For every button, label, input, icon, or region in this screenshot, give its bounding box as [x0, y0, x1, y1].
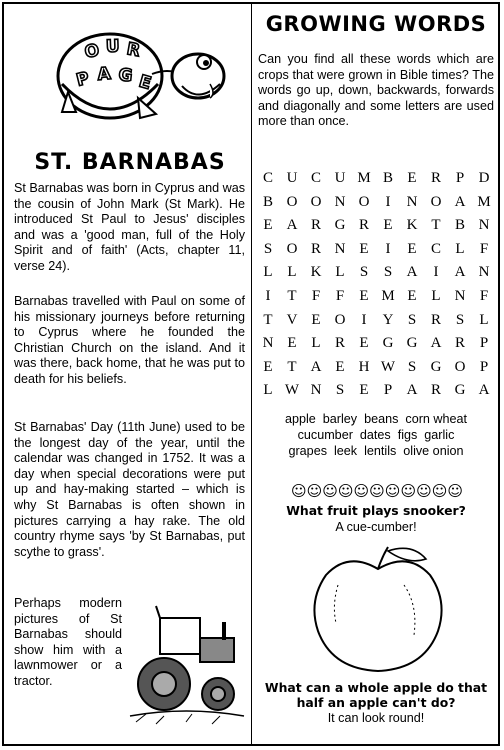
- grid-letter[interactable]: S: [455, 311, 465, 328]
- grid-letter[interactable]: L: [335, 264, 345, 281]
- grid-letter[interactable]: R: [430, 170, 441, 186]
- grid-row: [258, 335, 494, 359]
- grid-letter[interactable]: N: [262, 335, 274, 352]
- grid-letter[interactable]: N: [334, 240, 346, 257]
- grid-letter[interactable]: W: [380, 358, 396, 375]
- grid-row: [258, 170, 494, 194]
- word-list-line: cucumber dates figs garlic: [297, 428, 455, 442]
- grid-letter[interactable]: L: [263, 264, 273, 281]
- grid-letter[interactable]: S: [359, 264, 369, 281]
- grid-letter[interactable]: C: [310, 170, 321, 186]
- grid-letter[interactable]: H: [358, 358, 370, 375]
- joke-answer: A cue-cumber!: [335, 520, 417, 534]
- grid-letter[interactable]: M: [381, 287, 395, 304]
- grid-letter[interactable]: O: [454, 358, 466, 375]
- grid-letter[interactable]: N: [454, 287, 466, 304]
- grid-letter[interactable]: P: [479, 335, 489, 352]
- grid-letter[interactable]: O: [310, 193, 322, 210]
- grid-letter[interactable]: E: [407, 170, 417, 186]
- grid-letter[interactable]: L: [287, 264, 297, 281]
- grid-letter[interactable]: O: [286, 193, 298, 210]
- grid-letter[interactable]: B: [382, 170, 393, 186]
- apple-icon: [308, 545, 448, 677]
- page-title: ST. BARNABAS: [34, 150, 226, 175]
- grid-letter[interactable]: A: [478, 382, 490, 399]
- grid-letter[interactable]: S: [335, 382, 345, 399]
- grid-letter[interactable]: A: [406, 264, 418, 281]
- grid-letter[interactable]: C: [430, 240, 441, 257]
- grid-letter[interactable]: S: [383, 264, 393, 281]
- grid-letter[interactable]: E: [407, 240, 417, 257]
- grid-letter[interactable]: N: [406, 193, 418, 210]
- grid-letter[interactable]: S: [407, 311, 417, 328]
- grid-letter[interactable]: A: [406, 382, 418, 399]
- grid-letter[interactable]: Y: [382, 311, 394, 328]
- grid-letter[interactable]: M: [357, 170, 371, 186]
- svg-text:U: U: [105, 36, 120, 57]
- grid-letter[interactable]: N: [310, 382, 322, 399]
- grid-letter[interactable]: O: [430, 193, 442, 210]
- svg-text:O: O: [82, 40, 102, 63]
- svg-text:R: R: [125, 39, 142, 62]
- grid-letter[interactable]: L: [263, 382, 273, 399]
- svg-text:E: E: [136, 71, 154, 95]
- journeys-paragraph: Barnabas travelled with Paul on some of his missionary journeys before returning to Cyprus where he founded the Christian Church on the island. And it was there, back home, that he was put to death for his beliefs.: [14, 294, 245, 386]
- word-search-title: GROWING WORDS: [265, 12, 487, 36]
- grid-letter[interactable]: G: [382, 335, 394, 352]
- grid-letter[interactable]: E: [407, 287, 417, 304]
- grid-letter[interactable]: K: [406, 217, 418, 234]
- grid-letter[interactable]: I: [385, 193, 391, 210]
- grid-letter[interactable]: E: [335, 358, 345, 375]
- svg-text:P: P: [74, 68, 92, 91]
- grid-letter[interactable]: C: [262, 170, 273, 186]
- grid-letter[interactable]: K: [310, 264, 322, 281]
- grid-letter[interactable]: F: [311, 287, 321, 304]
- grid-letter[interactable]: A: [310, 358, 322, 375]
- word-search-instructions: Can you find all these words which are crops that were grown in Bible times? The words go up, down, backwards, forwards and diagonally and some letters are used more than once.: [258, 52, 494, 129]
- grid-letter[interactable]: T: [287, 287, 297, 304]
- grid-letter[interactable]: G: [334, 217, 346, 234]
- grid-letter[interactable]: R: [430, 382, 441, 399]
- grid-letter[interactable]: R: [430, 311, 441, 328]
- grid-letter[interactable]: E: [263, 217, 273, 234]
- word-search-grid[interactable]: [258, 170, 494, 406]
- grid-row: [258, 359, 494, 383]
- grid-letter[interactable]: A: [430, 335, 442, 352]
- grid-letter[interactable]: S: [263, 240, 273, 257]
- grid-letter[interactable]: N: [478, 217, 490, 234]
- grid-letter[interactable]: N: [334, 193, 346, 210]
- grid-letter[interactable]: V: [286, 311, 298, 328]
- grid-letter[interactable]: T: [431, 217, 441, 234]
- grid-letter[interactable]: R: [358, 217, 369, 234]
- grid-letter[interactable]: E: [383, 217, 393, 234]
- grid-letter[interactable]: B: [454, 217, 465, 234]
- grid-row: [258, 217, 494, 241]
- grid-letter[interactable]: E: [359, 240, 369, 257]
- joke-question: What can a whole apple do that half an apple can't do?: [264, 680, 488, 710]
- grid-letter[interactable]: G: [406, 335, 418, 352]
- grid-letter[interactable]: F: [479, 287, 489, 304]
- grid-letter[interactable]: O: [286, 240, 298, 257]
- grid-letter[interactable]: G: [430, 358, 442, 375]
- grid-letter[interactable]: E: [359, 382, 369, 399]
- svg-text:G: G: [117, 65, 134, 87]
- grid-letter[interactable]: L: [311, 335, 321, 352]
- grid-letter[interactable]: E: [311, 311, 321, 328]
- grid-letter[interactable]: T: [263, 311, 273, 328]
- grid-letter[interactable]: O: [358, 193, 370, 210]
- grid-letter[interactable]: I: [385, 240, 391, 257]
- grid-letter[interactable]: R: [310, 217, 321, 234]
- grid-letter[interactable]: F: [479, 240, 489, 257]
- grid-letter[interactable]: M: [477, 193, 491, 210]
- grid-letter[interactable]: R: [310, 240, 321, 257]
- word-list: [258, 411, 494, 459]
- grid-letter[interactable]: P: [383, 382, 393, 399]
- feast-day-paragraph: St Barnabas' Day (11th June) used to be the longest day of the year, until the calendar was changed in 1752. It was a day when special decorations were put up and hay-making started – which is why St Barnabas is often shown in pictures carrying a hay rake. The old country rhyme says 'by St Barnabas, put scythe to grass'.: [14, 420, 245, 559]
- grid-row: [258, 264, 494, 288]
- joke-answer: It can look round!: [327, 711, 425, 725]
- grid-letter[interactable]: G: [454, 382, 466, 399]
- grid-letter[interactable]: E: [263, 358, 273, 375]
- grid-letter[interactable]: U: [334, 170, 346, 186]
- grid-letter[interactable]: D: [478, 170, 490, 186]
- grid-letter[interactable]: I: [433, 264, 439, 281]
- grid-letter[interactable]: S: [407, 358, 417, 375]
- grid-letter[interactable]: A: [454, 193, 466, 210]
- grid-letter[interactable]: U: [286, 170, 298, 186]
- grid-letter[interactable]: O: [334, 311, 346, 328]
- grid-letter[interactable]: I: [361, 311, 367, 328]
- grid-row: [258, 312, 494, 336]
- intro-paragraph: St Barnabas was born in Cyprus and was the cousin of John Mark (St Mark). He introduced St Paul to Jesus' disciples and was a 'good man, full of the Holy Spirit and of faith' (Acts, chapter 11, verse 24).: [14, 181, 246, 273]
- tortoise-logo-icon: [40, 14, 240, 126]
- grid-letter[interactable]: N: [478, 264, 490, 281]
- grid-letter[interactable]: P: [479, 358, 489, 375]
- grid-letter[interactable]: F: [335, 287, 345, 304]
- tractor-icon: [126, 598, 246, 733]
- grid-letter[interactable]: W: [284, 382, 300, 399]
- grid-letter[interactable]: P: [455, 170, 465, 186]
- svg-text:A: A: [96, 63, 112, 85]
- grid-letter[interactable]: I: [265, 287, 271, 304]
- grid-row: [258, 288, 494, 312]
- modern-pictures-paragraph: Perhaps modern pictures of St Barnabas should show him with a lawnmower or a tractor.: [14, 596, 122, 688]
- column-divider: [251, 4, 252, 744]
- grid-letter[interactable]: E: [359, 335, 369, 352]
- word-list-line: apple barley beans corn wheat: [284, 412, 468, 426]
- word-list-line: grapes leek lentils olive onion: [288, 444, 464, 458]
- grid-letter[interactable]: L: [479, 311, 489, 328]
- grid-letter[interactable]: R: [454, 335, 465, 352]
- grid-row: [258, 241, 494, 265]
- grid-letter[interactable]: T: [287, 358, 297, 375]
- grid-letter[interactable]: L: [455, 240, 465, 257]
- grid-letter[interactable]: A: [286, 217, 298, 234]
- grid-letter[interactable]: A: [454, 264, 466, 281]
- joke-question: What fruit plays snooker?: [286, 503, 466, 518]
- smiley-row-icon: ☺☺☺☺☺☺☺☺☺☺☺: [290, 482, 463, 500]
- grid-letter[interactable]: L: [431, 287, 441, 304]
- grid-letter[interactable]: E: [359, 287, 369, 304]
- grid-row: [258, 194, 494, 218]
- grid-letter[interactable]: B: [262, 193, 273, 210]
- grid-letter[interactable]: E: [287, 335, 297, 352]
- grid-row: [258, 382, 494, 406]
- grid-letter[interactable]: R: [334, 335, 345, 352]
